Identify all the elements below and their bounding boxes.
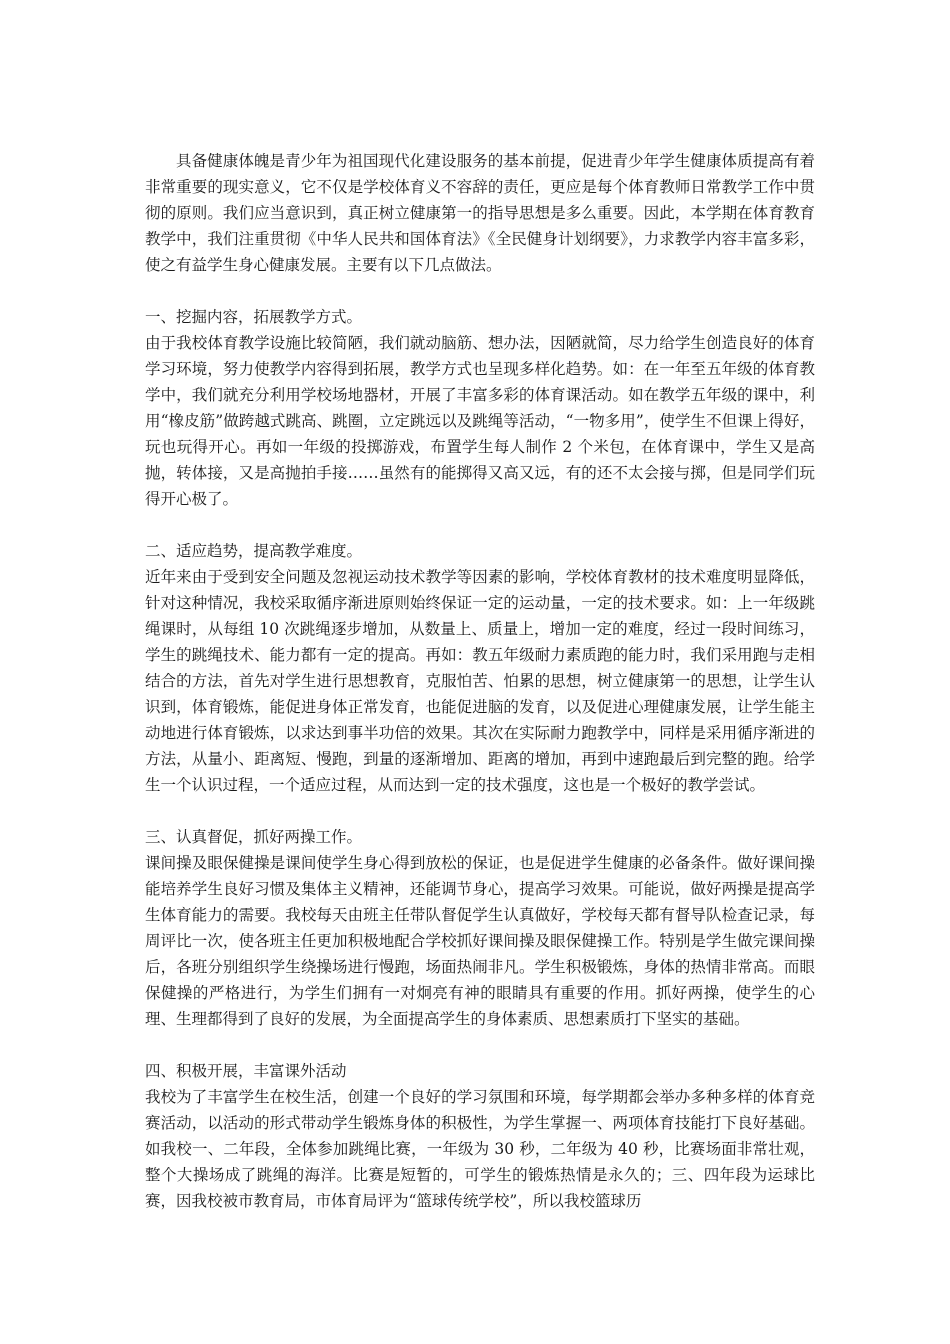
section-2-heading: 二、适应趋势，提高教学难度。 bbox=[145, 542, 363, 560]
paragraph-gap bbox=[145, 512, 815, 538]
section-1-heading: 一、挖掘内容，拓展教学方式。 bbox=[145, 308, 363, 326]
section-4-heading: 四、积极开展，丰富课外活动 bbox=[145, 1062, 347, 1080]
section-3-body: 课间操及眼保健操是课间使学生身心得到放松的保证，也是促进学生健康的必备条件。做好课间操能培养学生良好习惯及集体主义精神，还能调节身心，提高学习效果。可能说，做好两操是提高学生体育能力的需要。我校每天由班主任带队督促学生认真做好，学校每天都有督导队检查记录，每周评比一次，使各班主任更加积极地配合学校抓好课间操及眼保健操工作。特别是学生做完课间操后，各班分别组织学生绕操场进行慢跑，场面热闹非凡。学生积极锻炼，身体的热情非常高。而眼保健操的严格进行，为学生们拥有一对炯亮有神的眼睛具有重要的作用。抓好两操，使学生的心理、生理都得到了良好的发展，为全面提高学生的身体素质、思想素质打下坚实的基础。 bbox=[145, 854, 815, 1028]
paragraph-gap bbox=[145, 798, 815, 824]
section-3-heading: 三、认真督促，抓好两操工作。 bbox=[145, 828, 363, 846]
document-page bbox=[145, 148, 815, 1214]
section-4-body: 我校为了丰富学生在校生活，创建一个良好的学习氛围和环境，每学期都会举办多种多样的体育竞赛活动，以活动的形式带动学生锻炼身体的积极性，为学生掌握一、两项体育技能打下良好基础。如我校一、二年段，全体参加跳绳比赛，一年级为 30 秒，二年级为 40 秒，比赛场面非常壮观，整个大操场成了跳绳的海洋。比赛是短暂的，可学生的锻炼热情是永久的；三、四年段为运球比赛，因我校被市教育局，市体育局评为“篮球传统学校”，所以我校篮球历 bbox=[145, 1088, 815, 1210]
section-1-body: 由于我校体育教学设施比较简陋，我们就动脑筋、想办法，因陋就简，尽力给学生创造良好的体育学习环境，努力使教学内容得到拓展，教学方式也呈现多样化趋势。如：在一年至五年级的体育教学中，我们就充分利用学校场地器材，开展了丰富多彩的体育课活动。如在教学五年级的课中，利用“橡皮筋”做跨越式跳高、跳圈，立定跳远以及跳绳等活动，“一物多用”，使学生不但课上得好，玩也玩得开心。再如一年级的投掷游戏，布置学生每人制作 2 个米包，在体育课中，学生又是高抛，转体接，又是高抛拍手接……虽然有的能掷得又高又远，有的还不太会接与掷，但是同学们玩得开心极了。 bbox=[145, 334, 815, 508]
paragraph-gap bbox=[145, 278, 815, 304]
section-2-body: 近年来由于受到安全问题及忽视运动技术教学等因素的影响，学校体育教材的技术难度明显降低，针对这种情况，我校采取循序渐进原则始终保证一定的运动量，一定的技术要求。如：上一年级跳绳课时，从每组 10 次跳绳逐步增加，从数量上、质量上，增加一定的难度，经过一段时间练习，学生的跳绳技术、能力都有一定的提高。再如：教五年级耐力素质跑的能力时，我们采用跑与走相结合的方法，首先对学生进行思想教育，克服怕苦、怕累的思想，树立健康第一的思想，让学生认识到，体育锻炼，能促进身体正常发育，也能促进脑的发育，以及促进心理健康发展，让学生能主动地进行体育锻炼，以求达到事半功倍的效果。其次在实际耐力跑教学中，同样是采用循序渐进的方法，从量小、距离短、慢跑，到量的逐渐增加、距离的增加，再到中速跑最后到完整的跑。给学生一个认识过程，一个适应过程，从而达到一定的技术强度，这也是一个极好的教学尝试。 bbox=[145, 568, 815, 794]
intro-paragraph: 具备健康体魄是青少年为祖国现代化建设服务的基本前提，促进青少年学生健康体质提高有着非常重要的现实意义，它不仅是学校体育义不容辞的责任，更应是每个体育教师日常教学工作中贯彻的原则。我们应当意识到，真正树立健康第一的指导思想是多么重要。因此，本学期在体育教育教学中，我们注重贯彻《中华人民共和国体育法》《全民健身计划纲要》，力求教学内容丰富多彩，使之有益学生身心健康发展。主要有以下几点做法。 bbox=[145, 152, 815, 274]
paragraph-gap bbox=[145, 1032, 815, 1058]
